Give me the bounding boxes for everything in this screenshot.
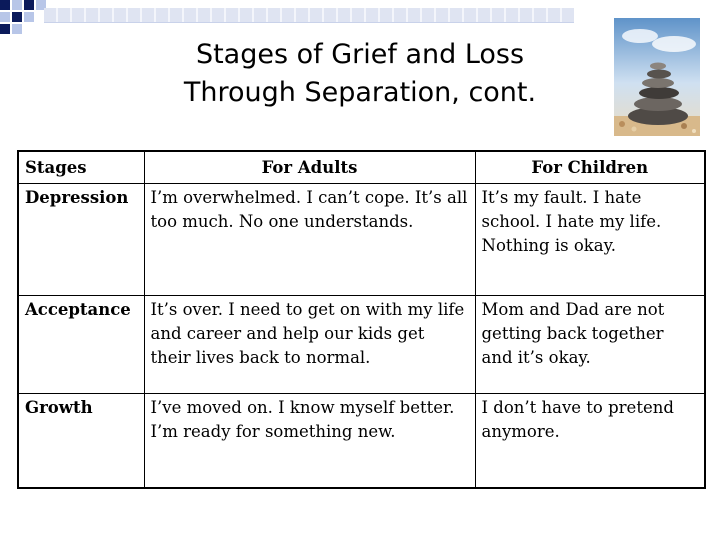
table-header-row: [18, 151, 705, 183]
table-row: [18, 295, 705, 393]
table-row: [18, 183, 705, 295]
slide-title: [150, 36, 570, 112]
table-row: [18, 393, 705, 488]
adults-cell: It’s over. I need to get on with my life and career and help our kids get their lives back to normal.: [144, 295, 475, 393]
header-band: [44, 8, 574, 22]
adults-cell: I’m overwhelmed. I can’t cope. It’s all too much. No one understands.: [144, 183, 475, 295]
children-cell: It’s my fault. I hate school. I hate my life. Nothing is okay.: [475, 183, 705, 295]
grief-stages-table: [17, 150, 706, 489]
stacked-stones-image: [614, 18, 700, 136]
header-for-children: For Children: [475, 151, 705, 183]
adults-cell: I’ve moved on. I know myself better. I’m ready for something new.: [144, 393, 475, 488]
header-stages: Stages: [18, 151, 144, 183]
stage-cell: Growth: [18, 393, 144, 488]
children-cell: Mom and Dad are not getting back together and it’s okay.: [475, 295, 705, 393]
title-line-2: Through Separation, cont.: [183, 77, 537, 108]
stage-cell: Depression: [18, 183, 144, 295]
header-divider: [44, 22, 574, 23]
title-line-1: Stages of Grief and Loss: [195, 39, 525, 70]
stage-cell: Acceptance: [18, 295, 144, 393]
header-for-adults: For Adults: [144, 151, 475, 183]
children-cell: I don’t have to pretend anymore.: [475, 393, 705, 488]
